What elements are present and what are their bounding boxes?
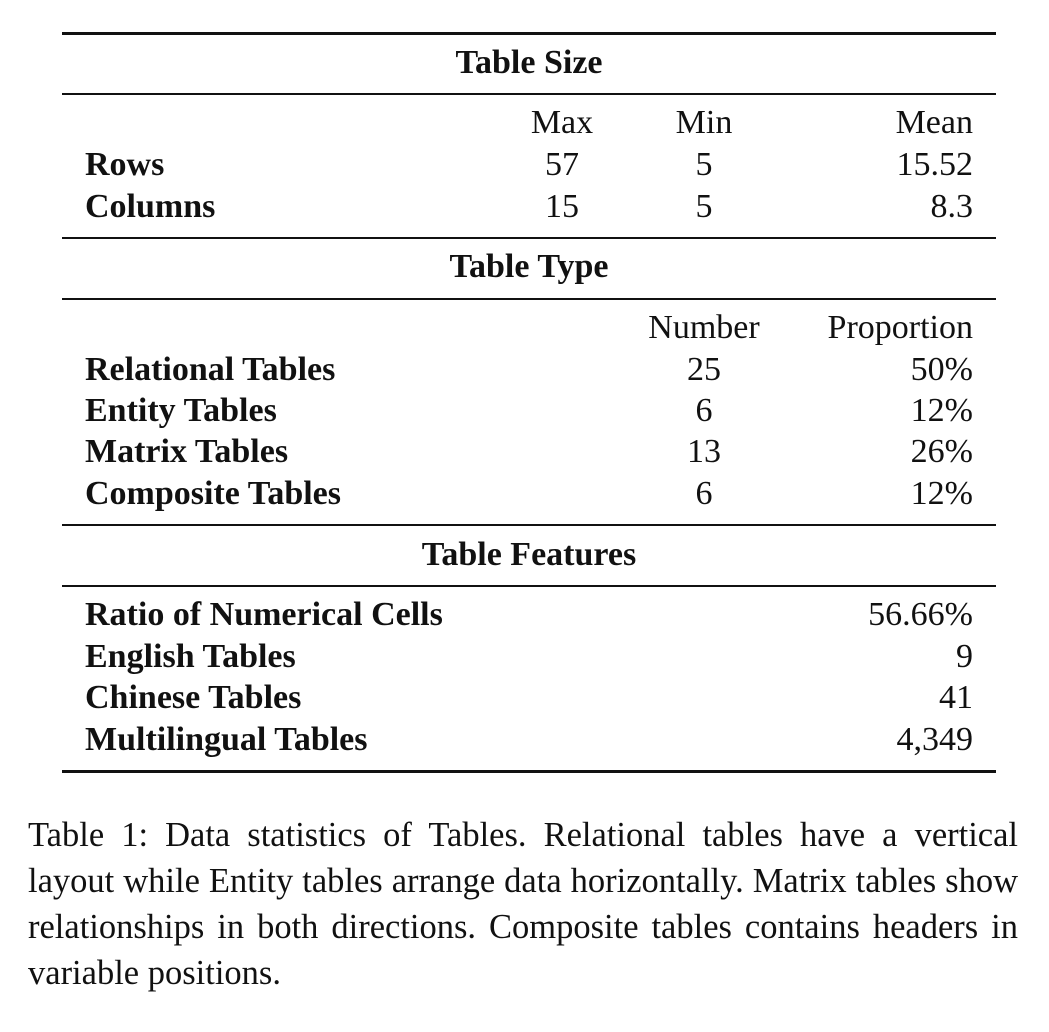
section-rule	[62, 524, 996, 526]
top-rule	[62, 32, 996, 35]
section-rule	[62, 93, 996, 95]
row-label-english-tables: English Tables	[85, 638, 296, 675]
row-label-multilingual-tables: Multilingual Tables	[85, 721, 368, 758]
section-rule	[62, 237, 996, 239]
row-label-chinese-tables: Chinese Tables	[85, 679, 302, 716]
row-label-ratio-numerical-cells: Ratio of Numerical Cells	[85, 596, 443, 633]
bottom-rule	[62, 770, 996, 773]
cell-matrix-proportion: 26%	[910, 433, 973, 470]
row-label-composite-tables: Composite Tables	[85, 475, 341, 512]
cell-relational-proportion: 50%	[910, 351, 973, 388]
section-rule	[62, 585, 996, 587]
cell-relational-number: 25	[687, 351, 721, 388]
cell-composite-proportion: 12%	[910, 475, 973, 512]
row-label-entity-tables: Entity Tables	[85, 392, 277, 429]
table-caption: Table 1: Data statistics of Tables. Relational tables have a vertical layout while Entity tables arrange data horizontally. Matrix tables show relationships in both directions. Composite tables contains headers in variable positions.	[28, 816, 1018, 992]
cell-entity-number: 6	[695, 392, 713, 429]
column-header-min: Min	[675, 104, 733, 141]
column-header-max: Max	[530, 104, 594, 141]
column-header-number: Number	[648, 309, 760, 346]
section-title-table-size: Table Size	[455, 44, 603, 81]
cell-multilingual-tables: 4,349	[896, 721, 973, 758]
cell-english-tables: 9	[956, 638, 973, 675]
row-label-columns: Columns	[85, 188, 216, 225]
row-label-matrix-tables: Matrix Tables	[85, 433, 289, 470]
section-title-table-features: Table Features	[421, 536, 637, 573]
row-label-rows: Rows	[85, 146, 165, 183]
cell-chinese-tables: 41	[939, 679, 973, 716]
cell-ratio-numerical-cells: 56.66%	[868, 596, 973, 633]
cell-rows-max: 57	[545, 146, 579, 183]
cell-matrix-number: 13	[687, 433, 721, 470]
cell-columns-max: 15	[545, 188, 579, 225]
cell-composite-number: 6	[695, 475, 713, 512]
cell-rows-mean: 15.52	[896, 146, 973, 183]
column-header-mean: Mean	[895, 104, 973, 141]
cell-rows-min: 5	[695, 146, 713, 183]
cell-columns-min: 5	[695, 188, 713, 225]
cell-entity-proportion: 12%	[910, 392, 973, 429]
row-label-relational-tables: Relational Tables	[85, 351, 336, 388]
section-title-table-type: Table Type	[449, 248, 609, 285]
section-rule	[62, 298, 996, 300]
cell-columns-mean: 8.3	[930, 188, 973, 225]
column-header-proportion: Proportion	[827, 309, 973, 346]
